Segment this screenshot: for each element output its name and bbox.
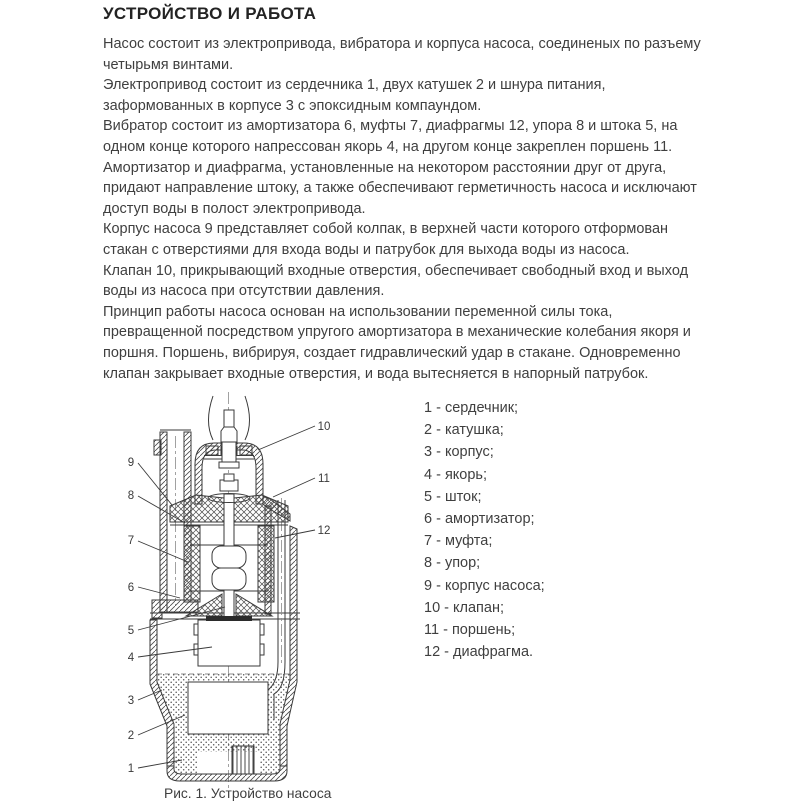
valve-block <box>206 446 218 455</box>
clutch-upper <box>212 546 246 568</box>
paragraph-1: Насос состоит из электропривода, вибратора и корпуса насоса, соединеных по разъему четырьмя винтами. <box>103 36 701 73</box>
diaphragm-right <box>234 495 288 522</box>
callout-8: 8 <box>127 490 135 502</box>
callout-4: 4 <box>127 652 135 664</box>
legend-item-10: 10 - клапан; <box>424 599 504 616</box>
paragraph-2: Электропривод состоит из сердечника 1, двух катушек 2 и шнура питания, заформованных в корпусе 3 с эпоксидным компаундом. <box>103 77 606 114</box>
core-laminations <box>232 746 254 774</box>
figure-caption: Рис. 1. Устройство насоса <box>164 786 332 801</box>
valve-block <box>240 446 252 455</box>
figure-legend <box>424 400 545 666</box>
paragraph-4: Амортизатор и диафрагма, установленные на некотором расстоянии друг от друга, придают направление штоку, а также обеспечивают герметичность насоса и исключают доступ воды в полост электропривода. <box>103 159 697 217</box>
legend-item-7: 7 - муфта; <box>424 533 493 550</box>
callout-12: 12 <box>317 525 331 537</box>
paragraph-5: Корпус насоса 9 представляет собой колпак, в верхней части которого отформован стакан с отверстиями для входа воды и патрубок для выхода воды из насоса. <box>103 221 669 258</box>
callout-1: 1 <box>127 763 135 775</box>
body-wall-right <box>280 526 297 766</box>
callout-11: 11 <box>318 473 330 485</box>
legend-item-8: 8 - упор; <box>424 555 481 572</box>
legend-item-9: 9 - корпус насоса; <box>424 577 545 594</box>
body-text <box>103 34 711 384</box>
callout-10: 10 <box>317 421 331 433</box>
callout-5: 5 <box>127 625 135 637</box>
paragraph-3: Вибратор состоит из амортизатора 6, муфты 7, диафрагмы 12, упора 8 и штока 5, на одном конце которого напрессован якорь 4, на другом конце закреплен поршень 11. <box>103 118 678 155</box>
anchor-plate <box>206 616 252 621</box>
piston-nut <box>220 480 238 491</box>
legend-item-2: 2 - катушка; <box>424 422 504 439</box>
paragraph-6: Клапан 10, прикрывающий входные отверстия, обеспечивает свободный вход и выход воды из насоса при отсутствии давления. <box>103 262 689 300</box>
legend-item-12: 12 - диафрагма. <box>424 644 534 661</box>
callout-3: 3 <box>127 695 135 707</box>
legend-item-3: 3 - корпус; <box>424 444 494 461</box>
callout-7: 7 <box>127 535 135 547</box>
power-cord <box>209 396 250 444</box>
coil-area <box>188 682 268 734</box>
legend-item-11: 11 - поршень; <box>424 621 516 638</box>
legend-item-6: 6 - амортизатор; <box>424 510 535 527</box>
diaphragm-left <box>170 495 224 522</box>
legend-item-5: 5 - шток; <box>424 488 482 505</box>
page-title: УСТРОЙСТВО И РАБОТА <box>103 4 317 23</box>
epoxy-and-core <box>157 674 290 774</box>
piston-cap <box>224 474 234 481</box>
anchor-core <box>194 616 264 666</box>
legend-item-4: 4 - якорь; <box>424 466 488 483</box>
callout-9: 9 <box>127 457 135 469</box>
callout-6: 6 <box>127 582 135 594</box>
legend-item-1: 1 - сердечник; <box>424 400 519 416</box>
callout-2: 2 <box>127 730 135 742</box>
valve-sleeve-flange <box>219 462 239 468</box>
valve-sleeve <box>222 442 236 464</box>
paragraph-7: Принцип работы насоса основан на использовании переменной силы тока, превращенной посредством упругого амортизатора в механические колебания якоря и поршня. Поршень, вибрируя, создает гидравлический удар в стакане. Одновременно клапан закрывает входные отверстия, и вода вытесняется в напорный патрубок. <box>103 303 691 382</box>
clutch-lower <box>212 568 246 590</box>
pump-diagram <box>100 386 445 798</box>
